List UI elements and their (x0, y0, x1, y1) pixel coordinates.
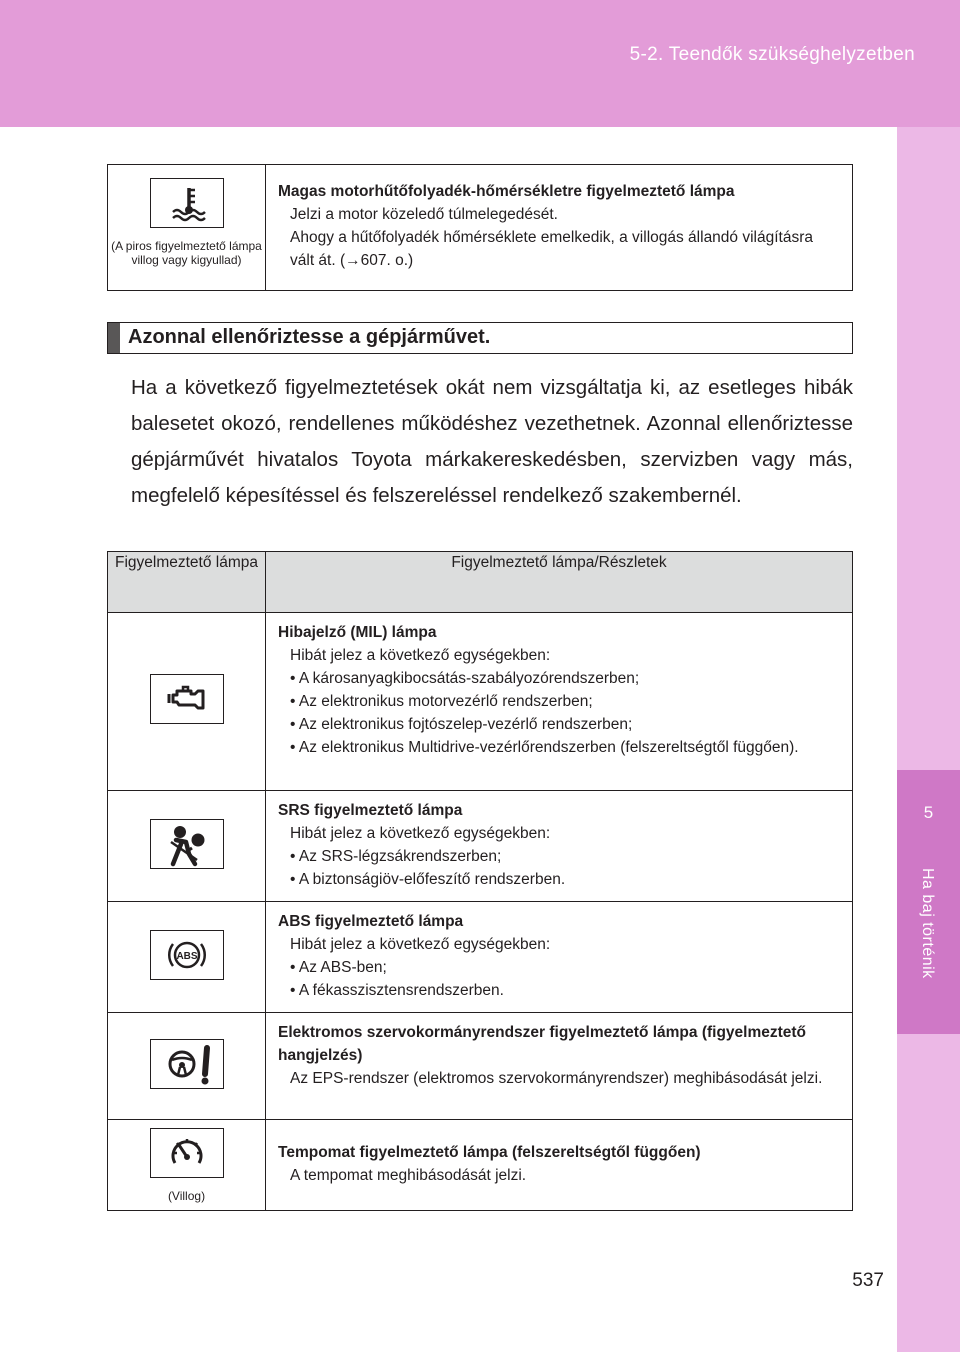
description-cell (266, 902, 853, 1013)
table-row (108, 1013, 853, 1120)
table-row (108, 791, 853, 902)
cruise-control-icon (150, 1128, 224, 1178)
icon-cell (108, 791, 266, 902)
row-title: Hibajelző (MIL) lámpa (278, 624, 437, 641)
row-title: Tempomat figyelmeztető lámpa (felszereltségtől függően) (278, 1144, 701, 1161)
icon-caption: (Villog) (167, 1188, 206, 1203)
list-item: • A károsanyagkibocsátás-szabályozórendszerben; (290, 670, 640, 687)
table-row (108, 613, 853, 791)
body-text: Ha a következő figyelmeztetések okát nem vizsgáltatja ki, az esetleges hibák balesetet okozó, rendellenes működéshez vezethetnek. Azonnal ellenőriztesse gépjárművét hivatalos Toyota márkakereskedésben, szervizben vagy más, megfelelő képesítéssel és felszereléssel rendelkező szakembernél. (131, 376, 853, 507)
side-tab-number: 5 (923, 803, 934, 822)
icon-caption: (A piros figyelmeztető lámpa villog vagy kigyullad) (111, 239, 262, 267)
side-tab (897, 127, 960, 1352)
list-item: • Az SRS-légzsákrendszerben; (290, 848, 502, 865)
description-cell (266, 613, 853, 791)
list-item: • A biztonságiöv-előfeszítő rendszerben. (290, 871, 566, 888)
row-intro: Hibát jelez a következő egységekben: (290, 936, 551, 953)
column-header-details: Figyelmeztető lámpa/Részletek (266, 552, 853, 613)
eps-steering-warning-icon (150, 1039, 224, 1089)
body-paragraph (131, 370, 853, 514)
description-cell (266, 1120, 853, 1211)
section-heading (107, 322, 853, 354)
table-row (108, 1120, 853, 1211)
page-number: 537 (852, 1270, 884, 1291)
abs-icon-text: ABS (175, 950, 198, 962)
icon-cell (108, 1013, 266, 1120)
list-item: • Az elektronikus Multidrive-vezérlőrendszerben (felszereltségtől függően). (290, 739, 799, 756)
column-header-lamp: Figyelmeztető lámpa (108, 552, 266, 613)
list-item: • Az ABS-ben; (290, 959, 387, 976)
icon-cell (108, 902, 266, 1013)
coolant-warning-table (107, 164, 853, 291)
list-item: • Az elektronikus motorvezérlő rendszerben; (290, 693, 593, 710)
check-engine-icon (150, 674, 224, 724)
section-heading-text: Azonnal ellenőriztesse a gépjárművet. (128, 326, 491, 348)
description-cell (266, 1013, 853, 1120)
row-title: Magas motorhűtőfolyadék-hőmérsékletre figyelmeztető lámpa (278, 183, 735, 200)
icon-cell (108, 165, 266, 291)
icon-cell (108, 613, 266, 791)
list-item: • A fékasszisztensrendszerben. (290, 982, 504, 999)
list-item: • Az elektronikus fojtószelep-vezérlő rendszerben; (290, 716, 633, 733)
description-line: Ahogy a hűtőfolyadék hőmérséklete emelkedik, a villogás állandó világításra vált át. (→607. o.) (290, 229, 813, 269)
row-text: A tempomat meghibásodását jelzi. (290, 1167, 527, 1184)
table-header-row (108, 552, 853, 613)
row-intro: Hibát jelez a következő egységekben: (290, 647, 551, 664)
description-line: Jelzi a motor közeledő túlmelegedését. (290, 206, 558, 223)
row-intro: Hibát jelez a következő egységekben: (290, 825, 551, 842)
coolant-temperature-icon (150, 178, 224, 228)
warning-lights-table (107, 551, 853, 1211)
icon-cell (108, 1120, 266, 1211)
row-title: SRS figyelmeztető lámpa (278, 802, 463, 819)
abs-icon (150, 930, 224, 980)
table-row (108, 902, 853, 1013)
srs-airbag-icon (150, 819, 224, 869)
chapter-title: 5-2. Teendők szükséghelyzetben (629, 44, 915, 65)
row-title: Elektromos szervokormányrendszer figyelmeztető lámpa (figyelmeztető hangjelzés) (278, 1024, 807, 1064)
side-tab-label: Ha baj történik (919, 868, 936, 979)
table-row (108, 165, 853, 291)
heading-bar (108, 323, 120, 353)
description-cell (266, 165, 853, 291)
description-cell (266, 791, 853, 902)
row-title: ABS figyelmeztető lámpa (278, 913, 464, 930)
row-text: Az EPS-rendszer (elektromos szervokormányrendszer) meghibásodását jelzi. (290, 1070, 823, 1087)
